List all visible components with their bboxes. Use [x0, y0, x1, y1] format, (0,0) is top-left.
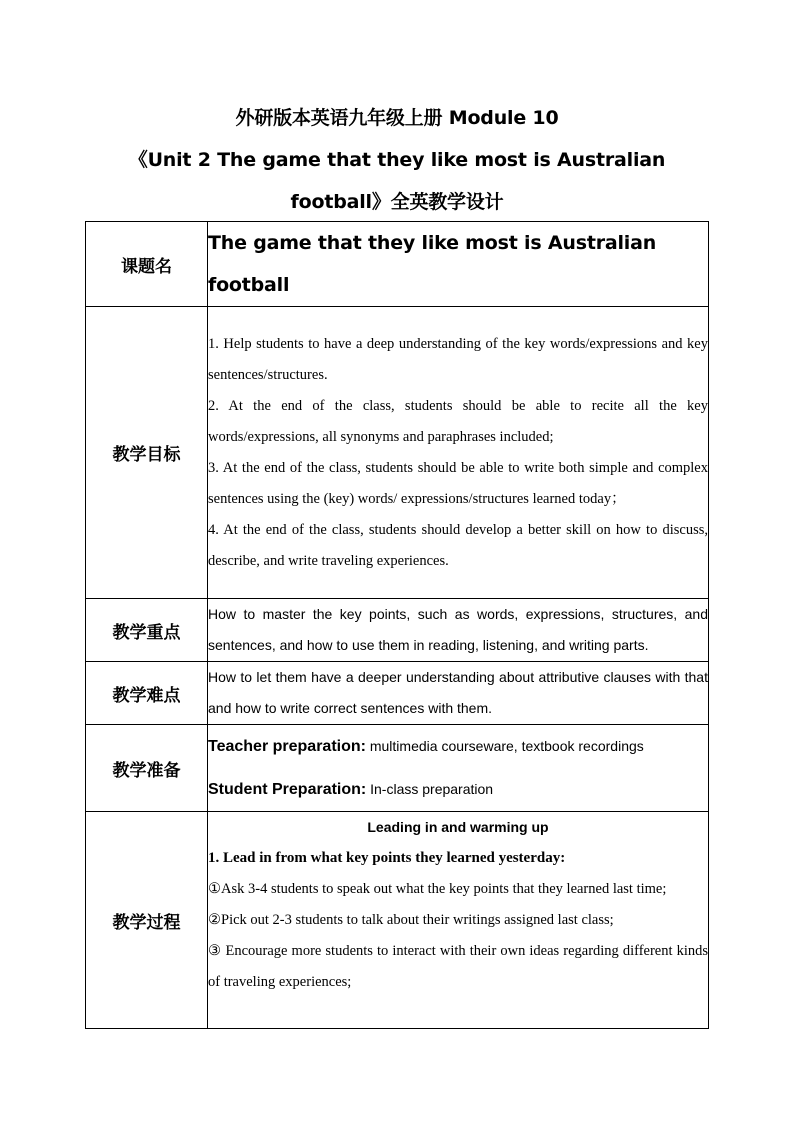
value-preparation [208, 725, 709, 812]
label-topic: 课题名 [86, 222, 208, 307]
teacher-preparation [208, 725, 708, 768]
row-key-points [86, 599, 709, 662]
row-objectives [86, 307, 709, 599]
row-topic [86, 222, 709, 307]
value-objectives [208, 307, 709, 599]
document-title-line-1: 外研版本英语九年级上册 Module 10 [235, 107, 559, 129]
objective-item: 4. At the end of the class, students should develop a better skill on how to discuss, describe, and write traveling experiences. [208, 521, 708, 569]
value-difficulties: How to let them have a deeper understanding about attributive clauses with that and how to write correct sentences with them. [208, 662, 709, 725]
row-difficulties [86, 662, 709, 725]
objective-item: 3. At the end of the class, students should be able to write both simple and complex sentences using the (key) words/ expressions/structures learned today； [208, 459, 708, 507]
process-section-title: Leading in and warming up [367, 819, 549, 835]
row-process [86, 812, 709, 1029]
label-objectives: 教学目标 [86, 307, 208, 599]
objective-item: 2. At the end of the class, students should be able to recite all the key words/expressions, all synonyms and paraphrases included; [208, 397, 708, 445]
objective-item: 1. Help students to have a deep understanding of the key words/expressions and key sentences/structures. [208, 335, 708, 383]
value-process [208, 812, 709, 1029]
process-item: ②Pick out 2-3 students to talk about their writings assigned last class; [208, 912, 614, 928]
student-preparation [208, 768, 708, 811]
document-title-line-2: 《Unit 2 The game that they like most is Australian [128, 149, 666, 171]
teacher-preparation-label: Teacher preparation: [208, 738, 366, 755]
label-key-points: 教学重点 [86, 599, 208, 662]
label-process: 教学过程 [86, 812, 208, 1029]
student-preparation-value: In-class preparation [366, 781, 494, 797]
process-item: ①Ask 3-4 students to speak out what the key points that they learned last time; [208, 881, 667, 897]
label-preparation: 教学准备 [86, 725, 208, 812]
student-preparation-label: Student Preparation: [208, 781, 367, 798]
value-key-points: How to master the key points, such as words, expressions, structures, and sentences, and how to use them in reading, listening, and writing parts. [208, 599, 709, 662]
label-difficulties: 教学难点 [86, 662, 208, 725]
process-step-title: 1. Lead in from what key points they learned yesterday: [208, 850, 566, 866]
row-preparation [86, 725, 709, 812]
process-item: ③ Encourage more students to interact with their own ideas regarding different kinds of traveling experiences; [208, 943, 708, 990]
document-title-line-3: football》全英教学设计 [290, 191, 504, 213]
teacher-preparation-value: multimedia courseware, textbook recordings [365, 738, 644, 754]
value-topic: The game that they like most is Australian football [208, 222, 709, 307]
lesson-plan-table [85, 221, 709, 1029]
